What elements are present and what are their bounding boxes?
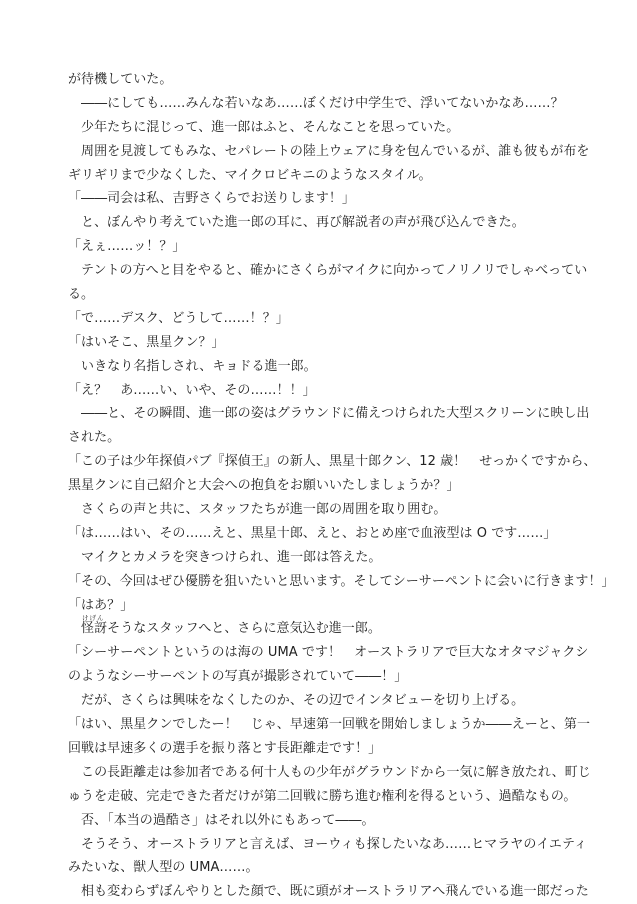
- text-line: 回戦は早速多くの選手を振り落とす長距離走です！」: [68, 740, 382, 756]
- text-line: ゅうを走破、完走できた者だけが第二回戦に勝ち進む権利を得るという、過酷なもの。: [68, 788, 577, 804]
- text-line: 「この子は少年探偵パブ『探偵王』の新人、黒星十郎クン、12 歳！ せっかくですから、: [68, 454, 597, 470]
- text-line: 「はい、黒星クンでしたー！ じゃ、早速第一回戦を開始しましょうか――えーと、第一: [68, 717, 591, 733]
- text-line: された。: [68, 430, 121, 446]
- text-line: 「――司会は私、吉野さくらでお送りします！」: [68, 191, 355, 207]
- text-line-with-ruby: [68, 614, 580, 641]
- ruby-annotation: けげん: [82, 614, 105, 623]
- text-line: 「その、今回はぜひ優勝を狙いたいと思います。そしてシーサーペントに会いに行きます！」: [68, 573, 615, 589]
- text-line: 「え？ あ……い、いや、その……！！」: [68, 382, 316, 398]
- text-line: 「えぇ……ッ！？」: [68, 239, 186, 255]
- text-line: ――と、その瞬間、進一郎の姿はグラウンドに備えつけられた大型スクリーンに映し出: [68, 406, 590, 422]
- text-line: さくらの声と共に、スタッフたちが進一郎の周囲を取り囲む。: [68, 502, 447, 518]
- text-line: のようなシーサーペントの写真が撮影されていて――！」: [68, 669, 408, 685]
- text-line: 否、「本当の過酷さ」はそれ以外にもあって――。: [68, 812, 375, 828]
- text-line: る。: [68, 287, 95, 303]
- text-line: 「は……はい、その……えと、黒星十郎、えと、おとめ座で血液型は O です……」: [68, 525, 557, 541]
- text-line: 「シーサーペントというのは海の UMA です！ オーストラリアで巨大なオタマジャクシ: [68, 645, 589, 661]
- text-line: ギリギリまで少なくした、マイクロビキニのようなスタイル。: [68, 167, 432, 183]
- text-line: いきなり名指しされ、キョドる進一郎。: [68, 358, 317, 374]
- text-line: マイクとカメラを突きつけられ、進一郎は答えた。: [68, 549, 382, 565]
- document-body-text: [68, 68, 615, 904]
- text-line: そうそう、オーストラリアと言えば、ヨーウィも探したいなあ……ヒマラヤのイエティ: [68, 836, 588, 852]
- text-line: と、ぼんやり考えていた進一郎の耳に、再び解説者の声が飛び込んできた。: [68, 215, 525, 231]
- text-line: 「で……デスク、どうして……！？」: [68, 310, 289, 326]
- text-line: 黒星クンに自己紹介と大会への抱負をお願いいたしましょうか？」: [68, 478, 460, 494]
- text-line: この長距離走は参加者である何十人もの少年がグラウンドから一気に解き放たれ、町じ: [68, 764, 591, 780]
- text-line: 「はあ？」: [68, 597, 134, 613]
- text-line: 相も変わらずぼんやりとした顔で、既に頭がオーストラリアへ飛んでいる進一郎だった: [68, 884, 589, 900]
- text-line: だが、さくらは興味をなくしたのか、その辺でインタビューを切り上げる。: [68, 693, 525, 709]
- text-line: 少年たちに混じって、進一郎はふと、そんなことを思っていた。: [68, 119, 460, 135]
- text-line: ――にしても……みんな若いなあ……ぼくだけ中学生で、浮いてないかなあ……？: [68, 95, 564, 111]
- text-line: が待機していた。: [68, 72, 173, 87]
- text-line: 周囲を見渡してもみな、セパレートの陸上ウェアに身を包んでいるが、誰も彼もが布を: [68, 143, 590, 159]
- text-line: 「はいそこ、黒星クン？」: [68, 334, 225, 350]
- text-line-content: 怪訝そうなスタッフへと、さらに意気込む進一郎。: [68, 621, 381, 637]
- text-line: みたいな、獣人型の UMA……。: [68, 860, 259, 876]
- text-line: テントの方へと目をやると、確かにさくらがマイクに向かってノリノリでしゃべってい: [68, 263, 588, 279]
